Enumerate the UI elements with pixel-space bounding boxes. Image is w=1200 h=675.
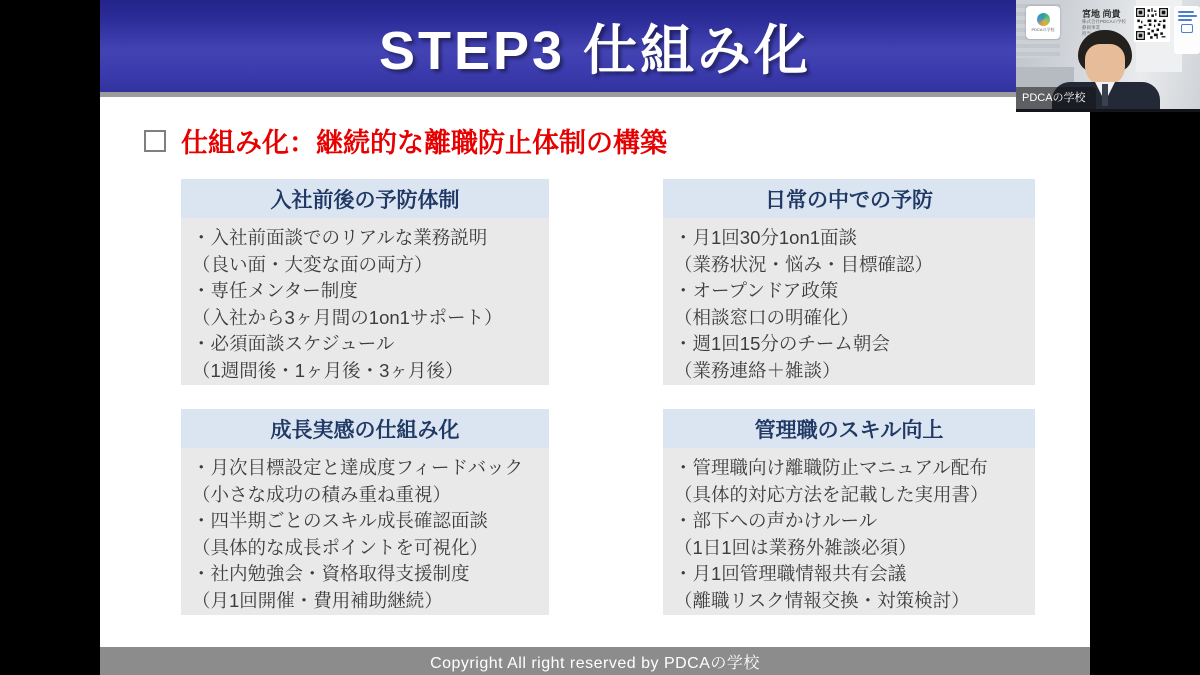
caption-line [1178, 15, 1197, 17]
text-line: 株式会社PDCAの学校 [1082, 19, 1127, 24]
company-logo-card [1026, 6, 1060, 39]
text-line: ・週1回15分のチーム朝会 [674, 333, 890, 354]
webcam-video-tile[interactable] [1016, 0, 1200, 112]
box-body [181, 448, 549, 615]
speaker-name: 宮地 尚貴 [1082, 9, 1121, 19]
box-body [663, 448, 1035, 615]
text-line: （離職リスク情報交換・対策検討） [674, 589, 970, 611]
text-line: ・オープンドア政策 [674, 280, 839, 301]
text-line: 静岡事業 [1082, 25, 1100, 30]
speaker-face [1085, 44, 1125, 86]
text-line: （具体的対応方法を記載した実用書） [674, 483, 989, 505]
box-title: 日常の中での予防 [663, 179, 1035, 218]
caption-doodle-icon [1181, 24, 1193, 33]
text-line: ・入社前面談でのリアルな業務説明 [192, 227, 488, 248]
text-line: ・専任メンター制度 [192, 280, 358, 301]
box-growth-system [181, 409, 549, 615]
box-title: 成長実感の仕組み化 [181, 409, 549, 448]
box-onboarding-prevention [181, 179, 549, 385]
text-line: ・管理職向け離職防止マニュアル配布 [674, 457, 988, 478]
text-line: （良い面・大変な面の両方） [192, 253, 433, 275]
slide-title-banner [100, 0, 1090, 97]
shared-slide [100, 0, 1090, 675]
text-line: （業務状況・悩み・目標確認） [674, 253, 934, 275]
text-line: （業務連絡＋雑談） [674, 359, 841, 381]
slide-title: STEP3 仕組み化 [378, 20, 812, 81]
section-heading [144, 121, 667, 160]
letterbox-left [0, 0, 100, 675]
qr-code-icon [1134, 6, 1170, 42]
text-line: ・社内勉強会・資格取得支援制度 [192, 563, 470, 584]
text-line: （1日1回は業務外雑談必須） [674, 536, 917, 558]
participant-name-label: PDCAの学校 [1016, 87, 1096, 109]
box-body [663, 218, 1035, 385]
caption-line [1178, 19, 1192, 21]
box-title: 入社前後の予防体制 [181, 179, 549, 218]
checkbox-icon [144, 130, 166, 152]
section-heading-text: 仕組み化：継続的な離職防止体制の構築 [181, 128, 667, 158]
text-line: ・四半期ごとのスキル成長確認面談 [192, 510, 488, 531]
text-line: ・必須面談スケジュール [192, 333, 395, 354]
text-line: （入社から3ヶ月間の1on1サポート） [192, 306, 503, 328]
speaker-tie [1102, 84, 1108, 106]
qr-caption-card [1174, 6, 1200, 54]
box-manager-skill [663, 409, 1035, 615]
text-line: ・月1回30分1on1面談 [674, 227, 858, 248]
text-line: （小さな成功の積み重ね重視） [192, 483, 452, 505]
text-line: ・月1回管理職情報共有会議 [674, 563, 907, 584]
text-line: ・部下への声かけルール [674, 510, 878, 531]
text-line: （相談窓口の明確化） [674, 306, 860, 328]
copyright-text: Copyright All right reserved by PDCAの学校 [430, 654, 760, 672]
text-line: ・月次目標設定と達成度フィードバック [192, 457, 524, 478]
company-logo-text: PDCAの学校 [1031, 26, 1055, 32]
box-body [181, 218, 549, 385]
text-line: （月1回開催・費用補助継続） [192, 589, 443, 611]
company-logo-icon [1037, 13, 1050, 26]
box-daily-prevention [663, 179, 1035, 385]
text-line: 担当 [1082, 31, 1091, 36]
text-line: （具体的な成長ポイントを可視化） [192, 536, 489, 558]
text-line: （1週間後・1ヶ月後・3ヶ月後） [192, 359, 464, 381]
caption-line [1178, 11, 1194, 13]
box-title: 管理職のスキル向上 [663, 409, 1035, 448]
copyright-footer [100, 647, 1090, 675]
speaker-affiliation [1082, 19, 1126, 37]
